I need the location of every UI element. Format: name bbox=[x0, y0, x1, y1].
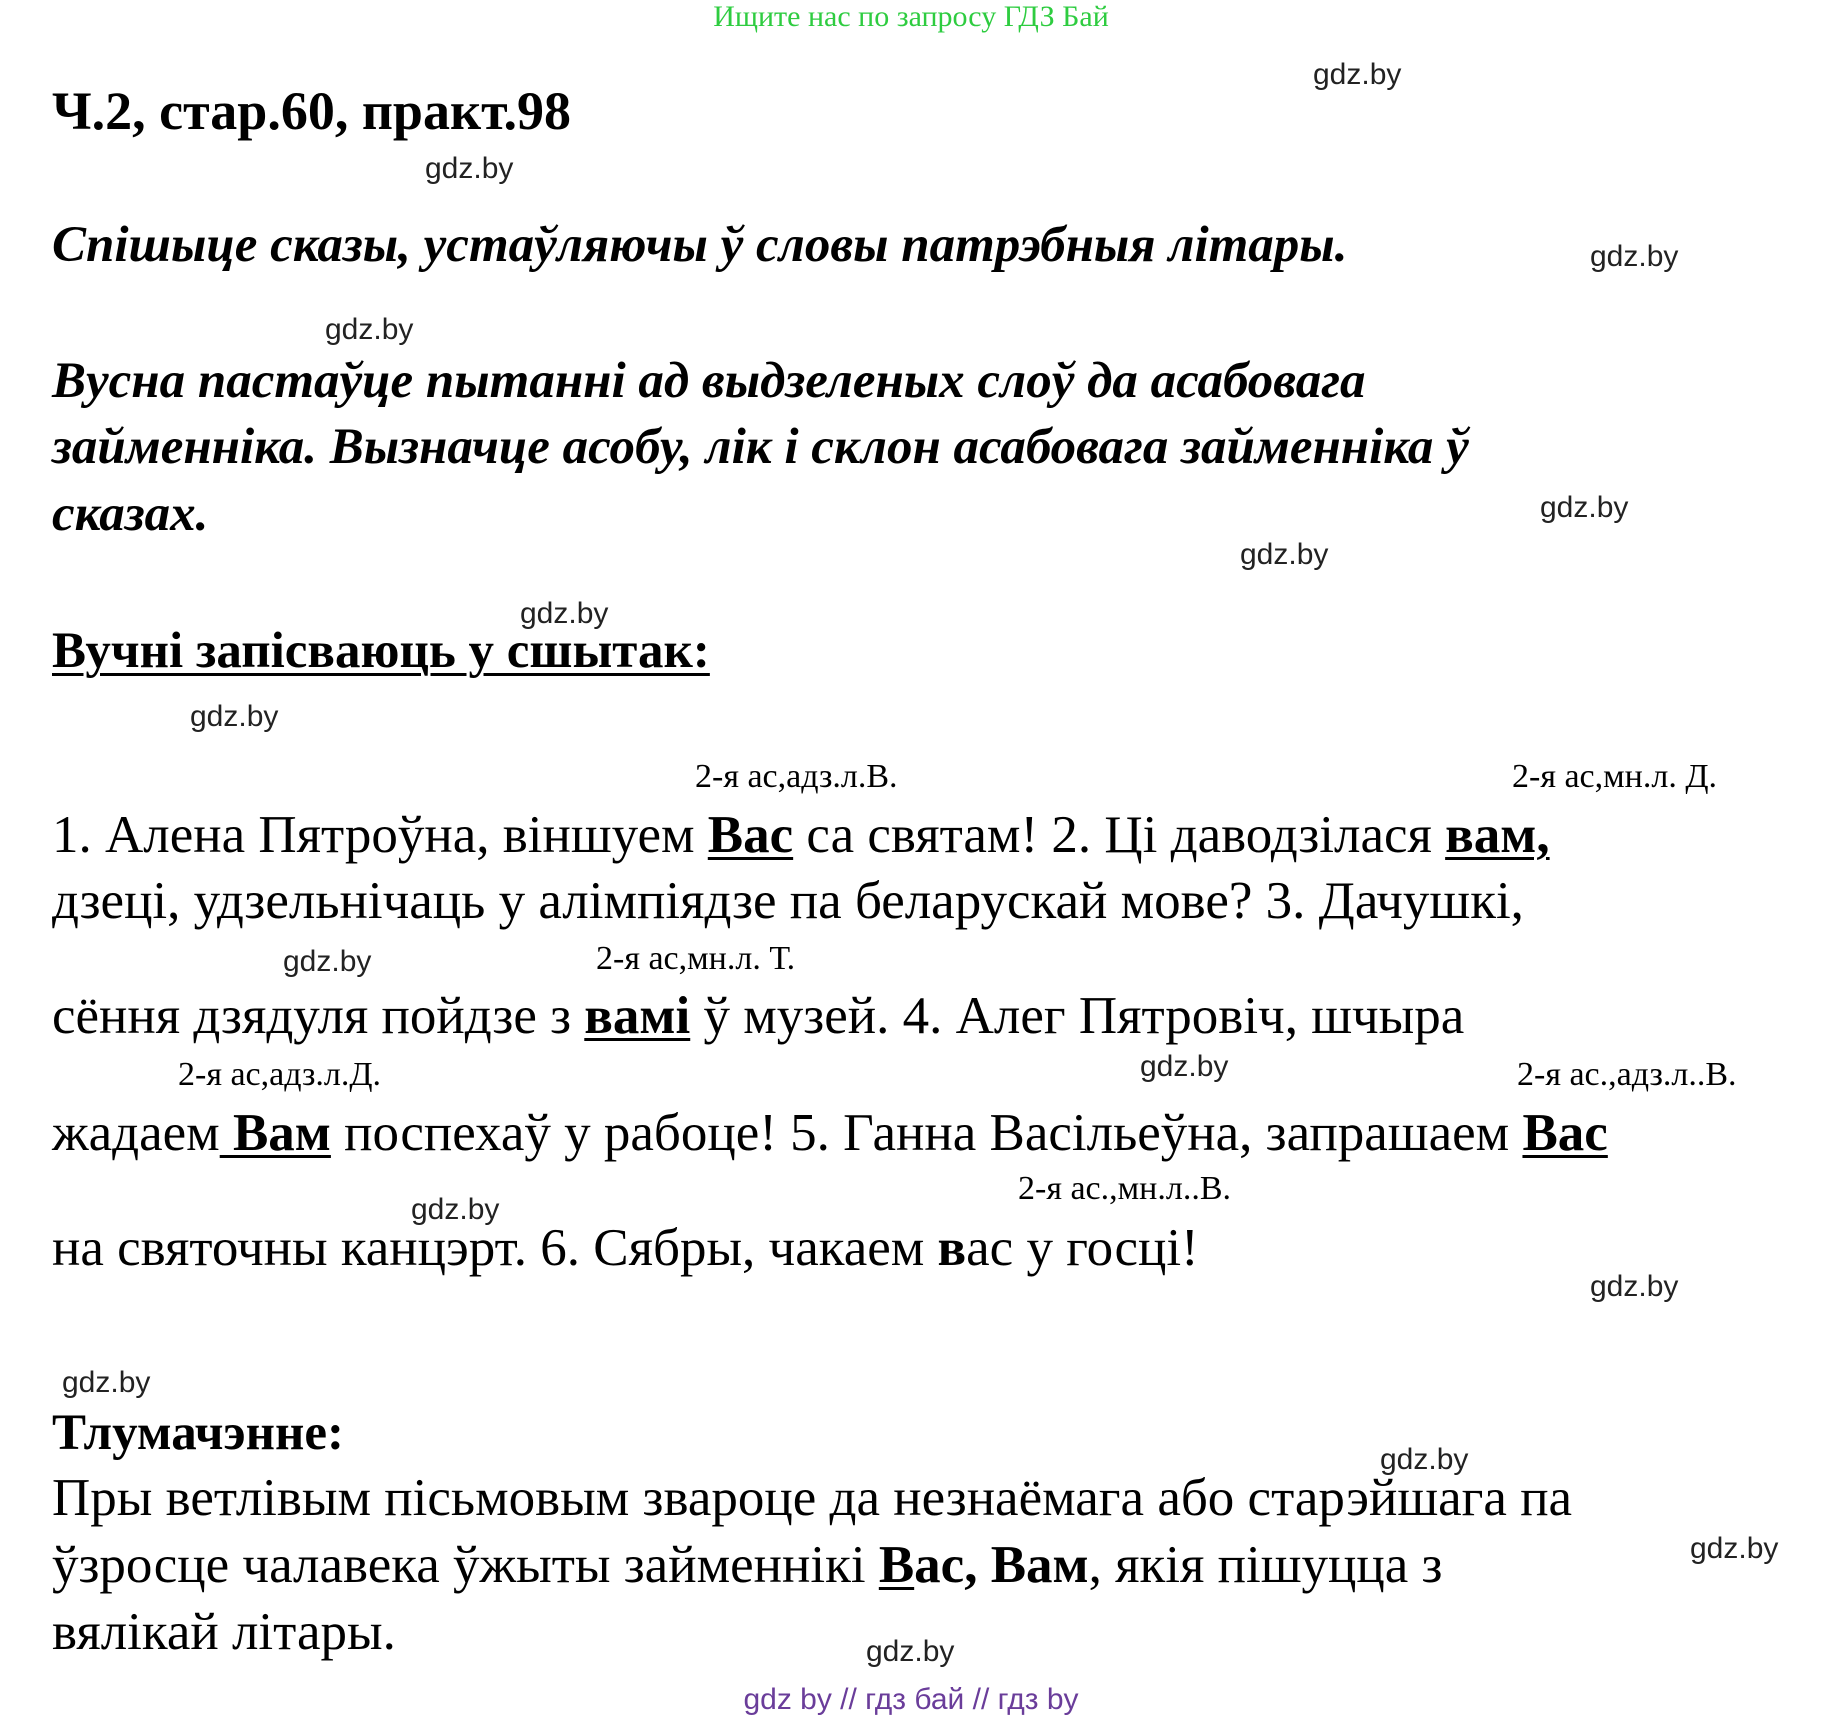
page-title: Ч.2, стар.60, практ.98 bbox=[52, 81, 572, 141]
watermark: gdz.by bbox=[1690, 1532, 1779, 1565]
watermark: gdz.by bbox=[1590, 240, 1679, 273]
watermark: gdz.by bbox=[62, 1366, 151, 1399]
highlighted-pronoun: Вас bbox=[707, 806, 794, 864]
text-fragment: ўзросце чалавека ўжыты займеннікі bbox=[52, 1536, 879, 1594]
highlighted-pronoun: вамі bbox=[584, 987, 691, 1045]
footer: gdz by // гдз бай // гдз by bbox=[743, 1683, 1079, 1716]
highlighted-pronoun: вам, bbox=[1445, 806, 1550, 864]
text-fragment: жадаем bbox=[52, 1104, 220, 1162]
watermark: gdz.by bbox=[190, 700, 279, 733]
text-fragment: сёння дзядуля пойдзе з bbox=[52, 987, 585, 1045]
watermark: gdz.by bbox=[866, 1635, 955, 1668]
explanation-line-1: Пры ветлівым пісьмовым звароце да незнаёмага або старэйшага па bbox=[52, 1469, 1573, 1527]
explanation-title: Тлумачэнне: bbox=[52, 1405, 344, 1461]
text-line-4 bbox=[52, 1103, 1608, 1163]
watermark: gdz.by bbox=[325, 313, 414, 346]
explanation-line-2 bbox=[52, 1535, 1442, 1595]
watermark: gdz.by bbox=[1590, 1270, 1679, 1303]
annotation: 2-я ас,адз.л.В. bbox=[695, 758, 898, 795]
highlighted-pronoun: ас, Вам bbox=[914, 1536, 1089, 1594]
text-line-1 bbox=[52, 805, 1550, 865]
task-line-1: Спішыце сказы, устаўляючы ў словы патрэбныя літары. bbox=[52, 217, 1348, 273]
watermark: gdz.by bbox=[520, 597, 609, 630]
watermark: gdz.by bbox=[1380, 1443, 1469, 1476]
watermark: gdz.by bbox=[1140, 1050, 1229, 1083]
task-line-4: сказах. bbox=[52, 486, 209, 542]
text-line-2: дзеці, удзельнічаць у алімпіядзе па беларускай мове? 3. Дачушкі, bbox=[52, 872, 1524, 930]
top-banner: Ищите нас по запросу ГДЗ Бай bbox=[713, 0, 1109, 33]
watermark: gdz.by bbox=[283, 945, 372, 978]
annotation: 2-я ас,мн.л. Д. bbox=[1512, 758, 1718, 795]
annotation: 2-я ас.,адз.л..В. bbox=[1517, 1056, 1737, 1093]
watermark: gdz.by bbox=[1540, 491, 1629, 524]
text-fragment: 1. Алена Пятроўна, віншуем bbox=[52, 806, 708, 864]
annotation: 2-я ас,мн.л. Т. bbox=[596, 940, 796, 977]
highlighted-pronoun: Вам bbox=[219, 1104, 331, 1162]
text-fragment: ас у госці! bbox=[966, 1219, 1199, 1277]
explanation-line-3: вялікай літары. bbox=[52, 1603, 396, 1661]
watermark: gdz.by bbox=[425, 152, 514, 185]
task-line-2: Вусна пастаўце пытанні ад выдзеленых слоў да асабовага bbox=[52, 353, 1366, 409]
highlighted-pronoun: Вас bbox=[1522, 1104, 1608, 1162]
task-line-3: займенніка. Вызначце асобу, лік і склон асабовага займенніка ў bbox=[52, 419, 1469, 475]
section-heading: Вучні запісваюць у сшытак: bbox=[52, 623, 710, 679]
annotation: 2-я ас.,мн.л..В. bbox=[1018, 1170, 1231, 1207]
text-fragment: на святочны канцэрт. 6. Сябры, чакаем bbox=[52, 1219, 938, 1277]
watermark: gdz.by bbox=[1313, 58, 1402, 91]
text-fragment: ў музей. 4. Алег Пятровіч, шчыра bbox=[690, 987, 1465, 1045]
text-fragment: са святам! 2. Ці даводзілася bbox=[793, 806, 1446, 864]
watermark: gdz.by bbox=[411, 1193, 500, 1226]
highlighted-letter: в bbox=[937, 1219, 967, 1277]
text-fragment: , якія пішуцца з bbox=[1088, 1536, 1443, 1594]
watermark: gdz.by bbox=[1240, 538, 1329, 571]
highlighted-letter: В bbox=[878, 1536, 915, 1594]
annotation: 2-я ас,адз.л.Д. bbox=[178, 1056, 382, 1093]
text-fragment: поспехаў у рабоце! 5. Ганна Васільеўна, запрашаем bbox=[330, 1104, 1523, 1162]
text-line-5 bbox=[52, 1218, 1199, 1278]
text-line-3 bbox=[52, 986, 1464, 1046]
